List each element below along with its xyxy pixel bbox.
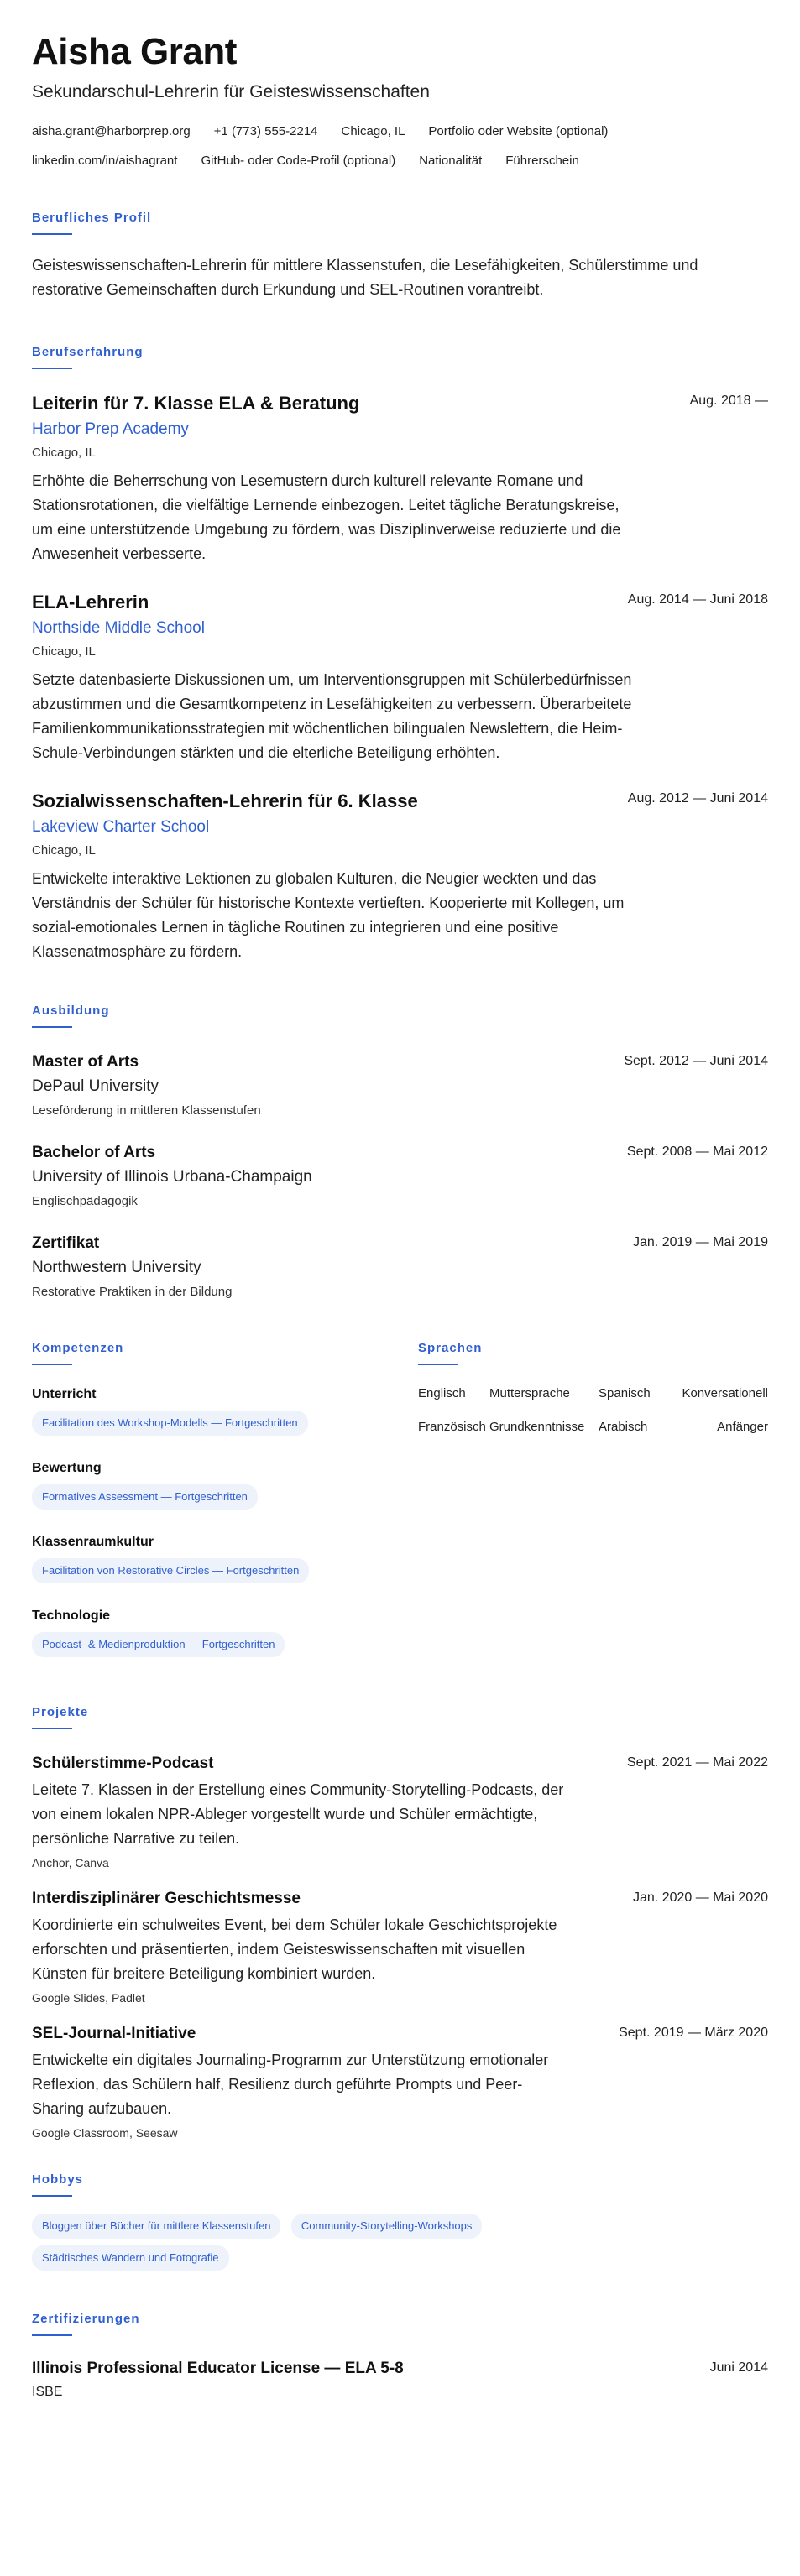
job-company: Northside Middle School [32,619,205,637]
skill-category-name: Klassenraumkultur [32,1535,154,1549]
job-entry [32,590,768,765]
job-location: Chicago, IL [32,644,96,659]
skill-category-name: Technologie [32,1609,111,1623]
job-dates: Aug. 2012 — Juni 2014 [627,791,768,806]
hobby-chips [32,2214,636,2277]
section-divider [32,233,72,235]
headline: Sekundarschul-Lehrerin für Geisteswissenschaften [32,82,430,102]
projects-section [32,1704,768,2141]
languages-section [418,1340,768,1681]
profile-summary: Geisteswissenschaften-Lehrerin für mittlere Klassenstufen, die Lesefähigkeiten, Schülerstimme und restorative Gemeinschaften durch Erkundung und SEL-Routinen vorantreibt. [32,257,698,298]
section-title: Zertifizierungen [32,2312,140,2326]
education-section [32,1003,768,1301]
section-title: Berufliches Profil [32,211,152,225]
hobby-chip: Städtisches Wandern und Fotografie [32,2245,229,2271]
job-company: Harbor Prep Academy [32,420,189,438]
skill-category-name: Unterricht [32,1387,97,1401]
project-name: SEL-Journal-Initiative [32,2025,196,2042]
certification-date: Juni 2014 [709,2360,768,2375]
skill-chip: Podcast- & Medienproduktion — Fortgeschritten [32,1632,285,1657]
section-divider [32,2334,72,2336]
edu-school: University of Illinois Urbana-Champaign [32,1168,312,1186]
job-entry [32,391,768,566]
project-entry [32,2023,768,2141]
project-entry [32,1888,768,2006]
profile-section [32,210,768,302]
edu-field: Leseförderung in mittleren Klassenstufen [32,1103,261,1118]
certification-name: Illinois Professional Educator License — ELA 5-8 [32,2360,404,2377]
job-title: ELA-Lehrerin [32,592,149,613]
job-description: Setzte datenbasierte Diskussionen um, um Interventionsgruppen mit Schülerbedürfnissen abzustimmen und die Gesamtkompetenz in Lesefähigkeiten zu verbessern. Überarbeitete Familienkommunikationsstrategien mit wöchentlichen bilingualen Newslettern, die Heim-Schule-Verbindungen stärkten und die elterliche Beteiligung erhöhten. [32,671,632,761]
job-entry [32,789,768,964]
skills-section [32,1340,418,1681]
edu-dates: Sept. 2012 — Juni 2014 [624,1054,768,1068]
skill-category [32,1533,418,1590]
contact-location: Chicago, IL [341,124,405,138]
skill-category [32,1607,418,1664]
skill-category-name: Bewertung [32,1461,102,1475]
section-divider [32,1364,72,1365]
job-dates: Aug. 2018 — [689,394,768,408]
project-description: Entwickelte ein digitales Journaling-Programm zur Unterstützung emotionaler Reflexion, das Schülern half, Resilienz durch geführte Prompts und Peer-Sharing aufzubauen. [32,2052,549,2117]
experience-section [32,344,768,964]
section-divider [418,1364,458,1365]
contact-email[interactable]: aisha.grant@harborprep.org [32,124,191,138]
language-level: Konversationell [682,1386,768,1400]
job-title: Leiterin für 7. Klasse ELA & Beratung [32,393,360,414]
job-title: Sozialwissenschaften-Lehrerin für 6. Klasse [32,790,418,811]
project-dates: Sept. 2019 — März 2020 [619,2026,768,2040]
edu-dates: Jan. 2019 — Mai 2019 [633,1235,768,1249]
edu-field: Restorative Praktiken in der Bildung [32,1285,233,1299]
project-tools: Google Slides, Padlet [32,1991,145,2005]
language-name: Französisch [418,1420,486,1434]
skill-chip: Facilitation des Workshop-Modells — Fortgeschritten [32,1411,308,1436]
section-title: Projekte [32,1705,89,1719]
section-title: Berufserfahrung [32,345,144,359]
edu-school: Northwestern University [32,1259,201,1276]
hobby-chip: Community-Storytelling-Workshops [291,2214,483,2239]
section-divider [32,1728,72,1729]
project-dates: Sept. 2021 — Mai 2022 [626,1755,768,1770]
section-divider [32,2195,72,2197]
project-tools: Google Classroom, Seesaw [32,2126,178,2140]
job-description: Entwickelte interaktive Lektionen zu globalen Kulturen, die Neugier weckten und das Verständnis der Schüler für historische Kontexte vertieften. Kooperierte mit Kollegen, um sozial-emotionales Lernen in tägliche Routinen zu integrieren und eine positive Klassenatmosphäre zu fördern. [32,870,625,960]
job-location: Chicago, IL [32,843,96,858]
job-location: Chicago, IL [32,446,96,460]
project-tools: Anchor, Canva [32,1856,109,1869]
project-dates: Jan. 2020 — Mai 2020 [633,1890,768,1905]
section-title: Ausbildung [32,1004,110,1018]
edu-degree: Zertifikat [32,1234,100,1252]
education-entry [32,1142,768,1211]
project-name: Schülerstimme-Podcast [32,1755,214,1772]
education-entry [32,1233,768,1301]
language-level: Muttersprache [489,1386,570,1400]
edu-dates: Sept. 2008 — Mai 2012 [626,1145,768,1159]
language-name: Englisch [418,1386,466,1400]
contact-linkedin[interactable]: linkedin.com/in/aishagrant [32,154,178,168]
certification-entry [32,2358,768,2401]
edu-degree: Bachelor of Arts [32,1144,156,1161]
section-divider [32,368,72,369]
section-divider [32,1026,72,1028]
contact-phone[interactable]: +1 (773) 555-2214 [213,124,318,138]
language-level: Grundkenntnisse [489,1420,585,1434]
hobbies-section [32,2172,768,2277]
section-title: Hobbys [32,2172,84,2187]
language-row [418,1385,768,1419]
skill-category [32,1459,418,1516]
project-description: Koordinierte ein schulweites Event, bei dem Schüler lokale Geschichtsprojekte erforschten und präsentierten, indem Geisteswissenschaften mit visuellen Künsten für breitere Beteiligung kombiniert wurden. [32,1916,557,1982]
skill-chip: Formatives Assessment — Fortgeschritten [32,1484,258,1510]
person-name: Aisha Grant [32,31,237,72]
job-dates: Aug. 2014 — Juni 2018 [627,592,768,607]
contact-github[interactable]: GitHub- oder Code-Profil (optional) [201,154,396,168]
section-title: Sprachen [418,1341,483,1355]
language-level: Anfänger [717,1420,768,1434]
job-company: Lakeview Charter School [32,818,210,836]
edu-field: Englischpädagogik [32,1194,138,1208]
language-name: Arabisch [599,1420,648,1434]
language-name: Spanisch [599,1386,651,1400]
project-entry [32,1753,768,1871]
edu-degree: Master of Arts [32,1053,139,1071]
contact-license: Führerschein [505,154,579,168]
contact-info [32,123,762,169]
skill-category [32,1385,418,1442]
project-description: Leitete 7. Klassen in der Erstellung eines Community-Storytelling-Podcasts, der von einem lokalen NPR-Ableger vorgestellt wurde und Schüler ermächtigte, persönliche Narrative zu teilen. [32,1781,564,1847]
education-entry [32,1051,768,1120]
resume-header [32,30,768,169]
language-row [418,1419,768,1452]
skills-languages-row [32,1340,768,1681]
contact-portfolio[interactable]: Portfolio oder Website (optional) [428,124,609,138]
edu-school: DePaul University [32,1077,159,1095]
section-title: Kompetenzen [32,1341,124,1355]
certification-issuer: ISBE [32,2385,63,2399]
certifications-section [32,2311,768,2401]
languages-table [418,1385,768,1452]
contact-nationality: Nationalität [419,154,483,168]
skill-chip: Facilitation von Restorative Circles — Fortgeschritten [32,1558,309,1583]
job-description: Erhöhte die Beherrschung von Lesemustern durch kulturell relevante Romane und Stationsrotationen, die vielfältige Lernende einbezogen. Leitet tägliche Beratungskreise, um eine unterstützende Umgebung zu fördern, was Disziplinverweise reduzierte und die Anwesenheit verbesserte. [32,472,621,562]
project-name: Interdisziplinärer Geschichtsmesse [32,1890,301,1907]
hobby-chip: Bloggen über Bücher für mittlere Klassenstufen [32,2214,280,2239]
